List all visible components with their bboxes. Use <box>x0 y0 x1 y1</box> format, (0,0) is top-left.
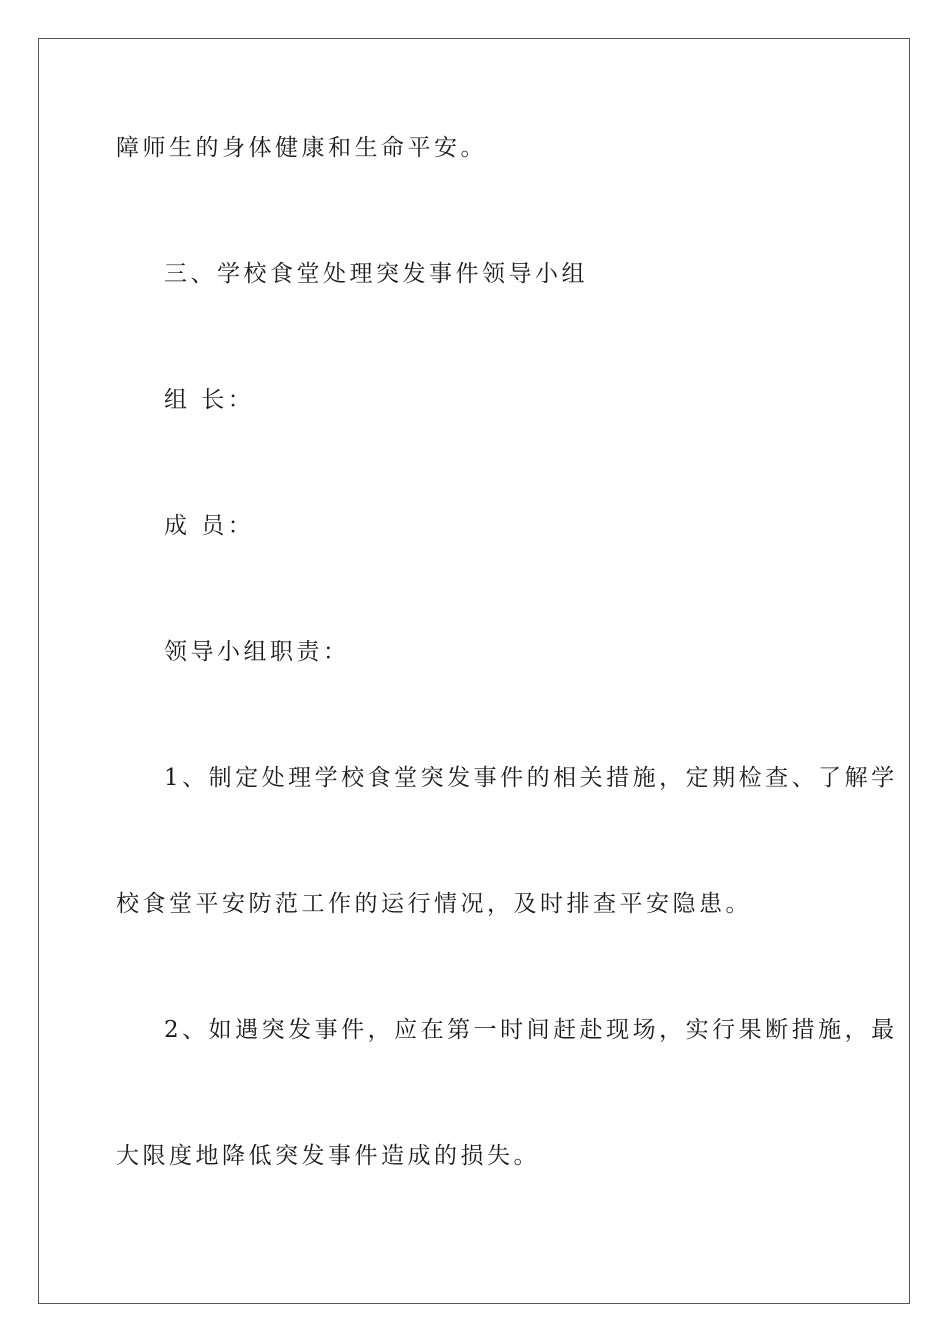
group-members-label: 成 员： <box>164 513 255 539</box>
paragraph-line-continuation: 障师生的身体健康和生命平安。 <box>116 135 487 161</box>
group-duties-heading: 领导小组职责： <box>164 639 350 665</box>
page-frame <box>38 38 910 1304</box>
section-heading: 三、学校食堂处理突发事件领导小组 <box>164 261 588 287</box>
duty-item-1-line-1: 1、制定处理学校食堂突发事件的相关措施，定期检查、了解学 <box>164 765 898 791</box>
duty-item-1-line-2: 校食堂平安防范工作的运行情况，及时排查平安隐患。 <box>116 891 752 917</box>
group-leader-label: 组 长： <box>164 387 255 413</box>
duty-item-2-line-2: 大限度地降低突发事件造成的损失。 <box>116 1143 540 1169</box>
duty-item-2-line-1: 2、如遇突发事件，应在第一时间赶赴现场，实行果断措施，最 <box>164 1017 898 1043</box>
